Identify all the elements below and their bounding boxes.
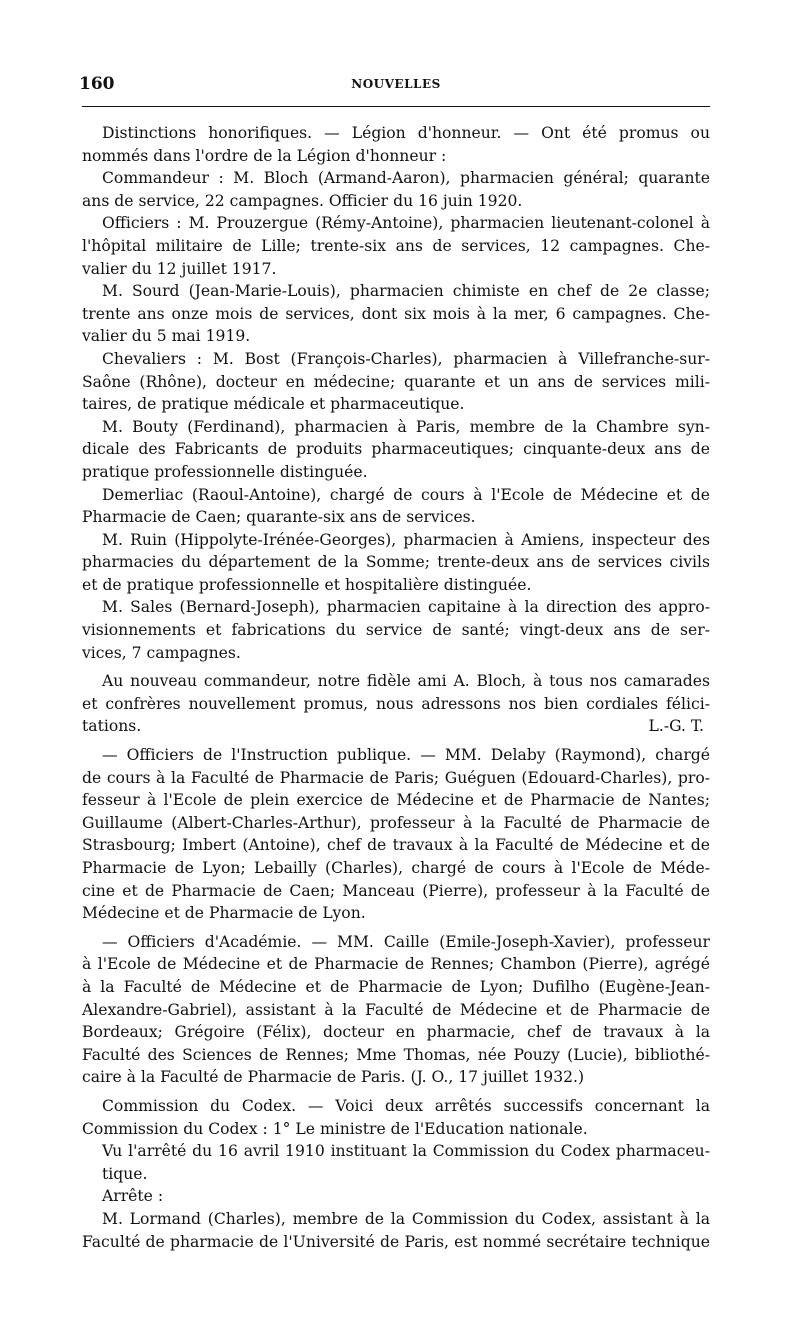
text-line: Pharmacie de Caen; quarante-six ans de services. bbox=[82, 508, 476, 527]
text-line: Guillaume (Albert-Charles-Arthur), professeur à la Faculté de Pharmacie de bbox=[82, 813, 710, 832]
article-body bbox=[82, 122, 710, 1253]
text-line-with-signature bbox=[82, 715, 710, 738]
text-line: valier du 5 mai 1919. bbox=[82, 327, 251, 346]
text-line: Commandeur : M. Bloch (Armand-Aaron), pharmacien général; quarante bbox=[102, 169, 710, 188]
page-number: 160 bbox=[79, 74, 115, 94]
text-line: Distinctions honorifiques. — Légion d'honneur. — Ont été promus ou bbox=[102, 124, 710, 142]
text-line: caire à la Faculté de Pharmacie de Paris. (J. O., 17 juillet 1932.) bbox=[82, 1068, 585, 1087]
signature: L.-G. T. bbox=[648, 717, 704, 736]
text-line: vices, 7 campagnes. bbox=[82, 643, 241, 662]
header-rule bbox=[82, 106, 710, 107]
text-line: visionnements et fabrications du service de santé; vingt-deux ans de ser- bbox=[82, 621, 710, 640]
text-line: pratique professionnelle distinguée. bbox=[82, 462, 368, 481]
running-head: NOUVELLES bbox=[351, 77, 441, 91]
page-header bbox=[79, 70, 710, 100]
text-line: cine et de Pharmacie de Caen; Manceau (Pierre), professeur à la Faculté de bbox=[82, 881, 710, 900]
text-line: — Officiers d'Académie. — MM. Caille (Emile-Joseph-Xavier), professeur bbox=[102, 932, 710, 951]
text-line: fesseur à l'Ecole de plein exercice de Médecine et de Pharmacie de Nantes; bbox=[82, 791, 710, 810]
text-line: nommés dans l'ordre de la Légion d'honneur : bbox=[82, 146, 447, 165]
text-line: de cours à la Faculté de Pharmacie de Paris; Guéguen (Edouard-Charles), pro- bbox=[82, 768, 710, 787]
text-line: — Officiers de l'Instruction publique. — MM. Delaby (Raymond), chargé bbox=[102, 746, 710, 765]
text-line: Alexandre-Gabriel), assistant à la Faculté de Médecine et de Pharmacie de bbox=[82, 1000, 710, 1019]
text-line: et confrères nouvellement promus, nous adressons nos bien cordiales félici- bbox=[82, 694, 710, 713]
text-line: Au nouveau commandeur, notre fidèle ami A. Bloch, à tous nos camarades bbox=[102, 672, 710, 691]
text-line: et de pratique professionnelle et hospitalière distinguée. bbox=[82, 575, 532, 594]
text-line: Arrête : bbox=[102, 1187, 164, 1206]
text-line: à la Faculté de Médecine et de Pharmacie de Lyon; Dufilho (Eugène-Jean- bbox=[82, 977, 710, 996]
text-line: l'hôpital militaire de Lille; trente-six ans de services, 12 campagnes. Che- bbox=[82, 236, 710, 255]
text-line: Pharmacie de Lyon; Lebailly (Charles), chargé de cours à l'Ecole de Méde- bbox=[82, 859, 710, 877]
text-line: M. Sourd (Jean-Marie-Louis), pharmacien chimiste en chef de 2e classe; bbox=[102, 282, 710, 301]
text-line: Strasbourg; Imbert (Antoine), chef de travaux à la Faculté de Médecine et de bbox=[82, 836, 710, 855]
text-line: Bordeaux; Grégoire (Félix), docteur en pharmacie, chef de travaux à la bbox=[82, 1023, 710, 1042]
text-line: tations. bbox=[82, 717, 142, 736]
text-line: valier du 12 juillet 1917. bbox=[82, 259, 277, 278]
text-line: taires, de pratique médicale et pharmaceutique. bbox=[82, 395, 465, 414]
text-line: trente ans onze mois de services, dont six mois à la mer, 6 campagnes. Che- bbox=[82, 304, 710, 323]
text-line: Saône (Rhône), docteur en médecine; quarante et un ans de services mili- bbox=[82, 372, 710, 391]
text-line: Demerliac (Raoul-Antoine), chargé de cours à l'Ecole de Médecine et de bbox=[102, 485, 710, 504]
page bbox=[79, 70, 710, 1251]
text-line: Commission du Codex : 1° Le ministre de l'Education nationale. bbox=[82, 1119, 588, 1138]
text-line: pharmacies du département de la Somme; trente-deux ans de services civils bbox=[82, 553, 710, 572]
text-line: M. Lormand (Charles), membre de la Commission du Codex, assistant à la bbox=[102, 1209, 710, 1228]
text-line: Chevaliers : M. Bost (François-Charles), pharmacien à Villefranche-sur- bbox=[102, 349, 710, 368]
text-line: M. Bouty (Ferdinand), pharmacien à Paris, membre de la Chambre syn- bbox=[102, 417, 710, 436]
text-line: ans de service, 22 campagnes. Officier du 16 juin 1920. bbox=[82, 191, 523, 210]
text-line: tique. bbox=[102, 1164, 148, 1183]
text-line: à l'Ecole de Médecine et de Pharmacie de Rennes; Chambon (Pierre), agrégé bbox=[82, 955, 710, 974]
text-line: M. Ruin (Hippolyte-Irénée-Georges), pharmacien à Amiens, inspecteur des bbox=[102, 530, 710, 549]
text-line: Faculté de pharmacie de l'Université de Paris, est nommé secrétaire technique bbox=[82, 1232, 710, 1251]
text-line: Vu l'arrêté du 16 avril 1910 instituant la Commission du Codex pharmaceu- bbox=[102, 1142, 710, 1161]
text-line: Médecine et de Pharmacie de Lyon. bbox=[82, 904, 366, 923]
text-line: dicale des Fabricants de produits pharmaceutiques; cinquante-deux ans de bbox=[82, 440, 710, 459]
text-line: M. Sales (Bernard-Joseph), pharmacien capitaine à la direction des appro- bbox=[102, 598, 710, 617]
text-line: Commission du Codex. — Voici deux arrêtés successifs concernant la bbox=[102, 1096, 710, 1115]
text-line: Officiers : M. Prouzergue (Rémy-Antoine), pharmacien lieutenant-colonel à bbox=[102, 214, 710, 233]
text-line: Faculté des Sciences de Rennes; Mme Thomas, née Pouzy (Lucie), bibliothé- bbox=[82, 1045, 710, 1064]
